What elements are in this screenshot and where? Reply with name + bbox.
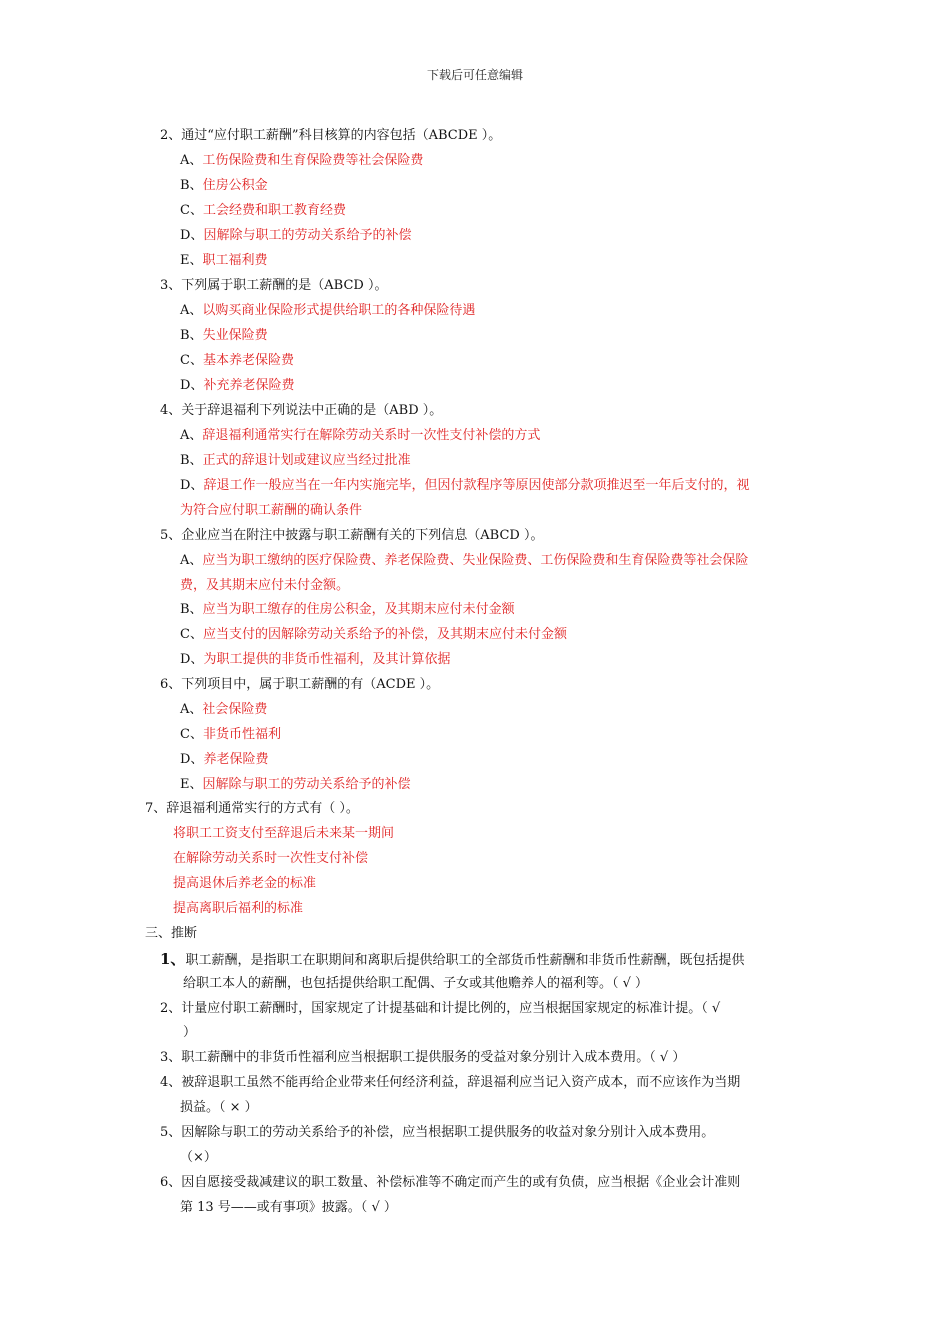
question-7-stem: 7、辞退福利通常实行的方式有（ ）。 <box>145 801 359 816</box>
judgement-4-cont: 损益。（ × ） <box>180 1100 258 1115</box>
q4-option-b: B、正式的辞退计划或建议应当经过批准 <box>180 453 411 468</box>
judgement-2: 2、计量应付职工薪酬时，国家规定了计提基础和计提比例的，应当根据国家规定的标准计提。（ √ <box>160 1001 721 1016</box>
question-4-stem: 4、关于辞退福利下列说法中正确的是（ABD ）。 <box>160 403 443 418</box>
q3-option-d: D、补充养老保险费 <box>180 378 295 393</box>
q6-option-c: C、非货币性福利 <box>180 727 281 742</box>
q2-option-a: A、工伤保险费和生育保险费等社会保险费 <box>180 153 424 168</box>
q3-option-c: C、基本养老保险费 <box>180 353 294 368</box>
q5-option-c: C、应当支付的因解除劳动关系给予的补偿，及其期末应付未付金额 <box>180 627 567 642</box>
q7-option-1: 将职工工资支付至辞退后未来某一期间 <box>173 826 395 841</box>
q2-option-e: E、职工福利费 <box>180 253 268 268</box>
judgement-3: 3、职工薪酬中的非货币性福利应当根据职工提供服务的受益对象分别计入成本费用。（ √ ） <box>160 1050 686 1065</box>
q2-option-c: C、工会经费和职工教育经费 <box>180 203 346 218</box>
q2-option-d: D、因解除与职工的劳动关系给予的补偿 <box>180 228 412 243</box>
q7-option-2: 在解除劳动关系时一次性支付补偿 <box>173 851 369 866</box>
judgement-2-cont: ） <box>183 1025 197 1040</box>
q5-option-d: D、为职工提供的非货币性福利，及其计算依据 <box>180 652 451 667</box>
section-title-judgement: 三、推断 <box>145 926 198 941</box>
q4-option-a: A、辞退福利通常实行在解除劳动关系时一次性支付补偿的方式 <box>180 428 541 443</box>
q2-option-b: B、住房公积金 <box>180 178 268 193</box>
judgement-4: 4、被辞退职工虽然不能再给企业带来任何经济利益，辞退福利应当记入资产成本，而不应该作为当期 <box>160 1075 741 1090</box>
judgement-1-cont: 给职工本人的薪酬，也包括提供给职工配偶、子女或其他赡养人的福利等。（ √ ） <box>183 976 649 991</box>
page-header: 下载后可任意编辑 <box>426 68 523 82</box>
q4-option-d: D、辞退工作一般应当在一年内实施完毕，但因付款程序等原因使部分款项推迟至一年后支付的，视 <box>180 478 750 493</box>
question-6-stem: 6、下列项目中，属于职工薪酬的有（ACDE ）。 <box>160 677 440 692</box>
q3-option-b: B、失业保险费 <box>180 328 268 343</box>
judgement-5: 5、因解除与职工的劳动关系给予的补偿，应当根据职工提供服务的收益对象分别计入成本费用。 <box>160 1125 715 1140</box>
q5-option-a-cont: 费，及其期末应付未付金额。 <box>180 578 350 593</box>
judgement-6-cont: 第 13 号——或有事项》披露。（ √ ） <box>180 1200 397 1215</box>
q6-option-d: D、养老保险费 <box>180 752 269 767</box>
judgement-1: 1、职工薪酬，是指职工在职期间和离职后提供给职工的全部货币性薪酬和非货币性薪酬，既包括提供 <box>160 950 745 968</box>
judgement-5-cont: （×） <box>180 1150 217 1165</box>
question-2-stem: 2、通过“应付职工薪酬”科目核算的内容包括（ABCDE ）。 <box>160 128 502 143</box>
q7-option-4: 提高离职后福利的标准 <box>173 901 304 916</box>
q5-option-b: B、应当为职工缴存的住房公积金，及其期末应付未付金额 <box>180 602 515 617</box>
q6-option-e: E、因解除与职工的劳动关系给予的补偿 <box>180 777 411 792</box>
question-5-stem: 5、企业应当在附注中披露与职工薪酬有关的下列信息（ABCD ）。 <box>160 528 544 543</box>
q5-option-a: A、应当为职工缴纳的医疗保险费、养老保险费、失业保险费、工伤保险费和生育保险费等社会保险 <box>180 553 749 568</box>
q4-option-d-cont: 为符合应付职工薪酬的确认条件 <box>180 503 363 518</box>
question-3-stem: 3、下列属于职工薪酬的是（ABCD ）。 <box>160 278 388 293</box>
q3-option-a: A、以购买商业保险形式提供给职工的各种保险待遇 <box>180 303 476 318</box>
q7-option-3: 提高退休后养老金的标准 <box>173 876 317 891</box>
judgement-6: 6、因自愿接受裁减建议的职工数量、补偿标准等不确定而产生的或有负债，应当根据《企业会计准则 <box>160 1175 741 1190</box>
q6-option-a: A、社会保险费 <box>180 702 268 717</box>
